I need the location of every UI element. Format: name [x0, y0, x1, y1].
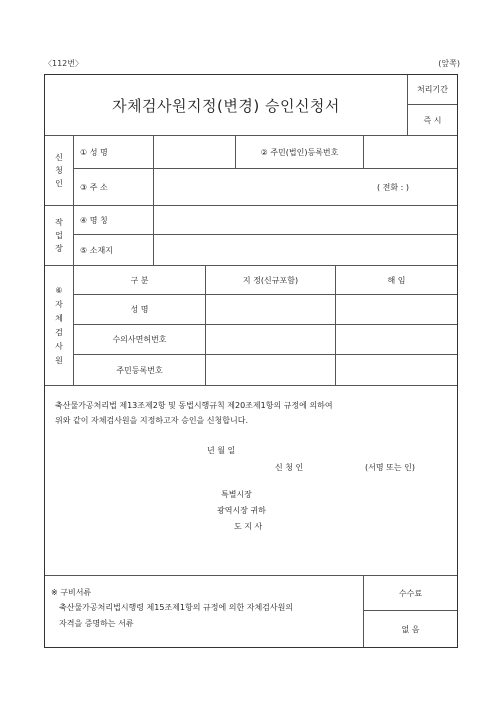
workplace-location-field[interactable] — [153, 235, 457, 265]
signature-field[interactable]: (서명 또는 인) — [365, 463, 415, 472]
recipient-1: 특별시장 — [221, 490, 252, 499]
docs-line-2: 자격을 증명하는 서류 — [59, 619, 134, 628]
designate-name-field[interactable] — [205, 295, 335, 325]
designate-resident-field[interactable] — [205, 355, 335, 385]
processing-period-label: 처리기간 — [407, 75, 457, 105]
docs-line-1: 축산물가공처리법시행령 제15조제1항의 규정에 의한 자체검사원의 — [59, 603, 294, 612]
applicant-name-label: ① 성 명 — [73, 135, 153, 169]
workplace-name-label: ④ 명 칭 — [73, 205, 153, 235]
application-form — [44, 74, 458, 648]
workplace-name-field[interactable] — [153, 205, 457, 235]
inspector-col-division: 구 분 — [73, 265, 205, 295]
recipient-2: 광역시장 귀하 — [217, 506, 266, 515]
phone-label: ( 전화 : ) — [376, 182, 409, 192]
dismiss-resident-field[interactable] — [335, 355, 457, 385]
applicant-char-3: 인 — [55, 179, 63, 188]
dismiss-license-field[interactable] — [335, 325, 457, 355]
dismiss-name-field[interactable] — [335, 295, 457, 325]
inspector-char-6: 원 — [55, 355, 63, 365]
inspector-char-2: 자 — [55, 299, 63, 309]
applicant-address-label: ③ 주 소 — [73, 169, 153, 205]
statement-line-2: 위와 같이 자체검사원을 지정하고자 승인을 신청합니다. — [55, 416, 248, 425]
date-line: 년 월 일 — [207, 446, 236, 455]
fee-label: 수수료 — [363, 575, 457, 611]
inspector-col-designate: 지 정(신규포함) — [205, 265, 335, 295]
page-side: (앞쪽) — [438, 59, 460, 68]
inspector-row-name: 성 명 — [73, 295, 205, 325]
applicant-reg-field[interactable] — [363, 135, 457, 169]
inspector-char-1: ⑥ — [55, 285, 63, 295]
docs-title: ※ 구비서류 — [51, 588, 92, 597]
applicant-name-field[interactable] — [153, 135, 235, 169]
fee-value: 없 음 — [363, 611, 457, 647]
inspector-char-4: 검 — [55, 327, 63, 337]
statement-line-1: 축산물가공처리법 제13조제2항 및 동법시행규칙 제20조제1항의 규정에 의하여 — [55, 401, 333, 410]
applicant-char-2: 청 — [55, 166, 63, 175]
workplace-section-label — [45, 205, 73, 265]
inspector-section-label — [45, 265, 73, 385]
processing-period-value: 즉 시 — [407, 105, 457, 135]
applicant-reg-label: ② 주민(법인)등록번호 — [235, 135, 363, 169]
applicant-signature-label: 신 청 인 — [275, 463, 304, 472]
workplace-location-label: ⑤ 소재지 — [73, 235, 153, 265]
inspector-row-license: 수의사면허번호 — [73, 325, 205, 355]
form-title: 자체검사원지정(변경) 승인신청서 — [112, 96, 340, 115]
inspector-col-dismiss: 해 임 — [335, 265, 457, 295]
inspector-row-resident: 주민등록번호 — [73, 355, 205, 385]
inspector-char-3: 체 — [55, 313, 63, 323]
applicant-char-1: 신 — [55, 153, 63, 162]
inspector-char-5: 사 — [55, 341, 63, 351]
recipient-3: 도 지 사 — [234, 522, 263, 531]
workplace-char-1: 작 — [55, 218, 63, 227]
designate-license-field[interactable] — [205, 325, 335, 355]
workplace-char-2: 업 — [55, 231, 63, 240]
applicant-section-label — [45, 135, 73, 205]
applicant-address-field[interactable] — [153, 169, 457, 205]
workplace-char-3: 장 — [55, 244, 63, 253]
form-number: 〈112번〉 — [44, 59, 83, 68]
